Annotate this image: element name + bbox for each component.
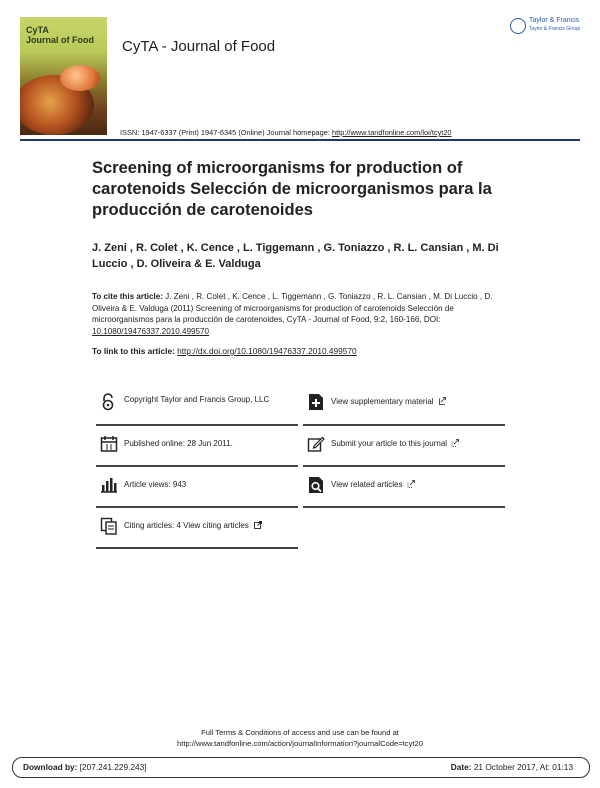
lock-icon xyxy=(100,393,116,411)
article-url-link[interactable]: http://dx.doi.org/10.1080/19476337.2010.499570 xyxy=(177,346,357,356)
citation-label: To cite this article: xyxy=(92,292,166,301)
external-link-icon xyxy=(438,397,446,405)
citing-text[interactable]: Citing articles: 4 View citing articles xyxy=(124,521,249,530)
submit-label[interactable] xyxy=(331,439,459,448)
plus-icon xyxy=(307,393,323,411)
download-by-value: [207.241.229.243] xyxy=(77,762,147,772)
terms-line: Full Terms & Conditions of access and use can be found at xyxy=(201,728,399,737)
article-title: Screening of microorganisms for production of carotenoids Selección de microorganismos para la producción de carotenoides xyxy=(92,159,492,219)
supplementary-label[interactable] xyxy=(331,397,446,406)
article-link-line xyxy=(92,346,357,356)
external-link-icon xyxy=(254,521,262,529)
header-divider xyxy=(20,139,580,141)
link-label: To link to this article: xyxy=(92,346,178,356)
views-label: Article views: 943 xyxy=(124,480,187,489)
views-item xyxy=(96,466,298,506)
copyright-item xyxy=(96,383,298,423)
pencil-icon xyxy=(307,435,323,453)
divider xyxy=(303,506,505,508)
divider xyxy=(96,547,298,549)
citing-icon xyxy=(100,517,116,535)
download-by-label: Download by: xyxy=(23,762,78,772)
terms-notice xyxy=(0,727,600,749)
published-item xyxy=(96,425,298,465)
cover-title-line1: CyTA xyxy=(26,25,49,35)
cover-food-item xyxy=(60,65,100,91)
citing-item[interactable] xyxy=(96,507,298,547)
citation-block xyxy=(92,291,512,337)
journal-homepage-link[interactable]: http://www.tandfonline.com/loi/tcyt20 xyxy=(332,128,452,137)
calendar-icon xyxy=(100,435,116,453)
article-authors: J. Zeni , R. Colet , K. Cence , L. Tiggemann , G. Toniazzo , R. L. Cansian , M. Di Luccio , D. Oliveira & E. Valduga xyxy=(92,242,499,270)
supplementary-text[interactable]: View supplementary material xyxy=(331,397,434,406)
external-link-icon xyxy=(407,480,415,488)
related-icon xyxy=(307,476,323,494)
published-label: Published online: 28 Jun 2011. xyxy=(124,439,233,448)
publisher-logo-subtext: Taylor & Francis Group xyxy=(529,26,581,32)
download-date xyxy=(451,762,573,772)
bar-chart-icon xyxy=(100,476,116,494)
citing-label[interactable] xyxy=(124,521,262,530)
submit-text[interactable]: Submit your article to this journal xyxy=(331,439,448,448)
copyright-label: Copyright Taylor and Francis Group, LLC xyxy=(124,395,270,404)
supplementary-item[interactable] xyxy=(303,383,505,423)
publisher-logo-icon xyxy=(510,18,526,34)
submit-item[interactable] xyxy=(303,425,505,465)
publisher-logo[interactable] xyxy=(510,16,582,36)
issn-line xyxy=(120,128,452,137)
terms-url-link[interactable]: http://www.tandfonline.com/action/journalInformation?journalCode=tcyt20 xyxy=(177,739,423,748)
cover-title xyxy=(26,25,104,45)
related-label[interactable] xyxy=(331,480,415,489)
citation-text: J. Zeni , R. Colet , K. Cence , L. Tiggemann , G. Toniazzo , R. L. Cansian , M. Di Luccio , D. Oliveira & E. Valduga (2011) Screening of microorganisms for production of carotenoids Selección de microorganismos para la producción de carotenoides, CyTA - Journal of Food, 9:2, 160-166, DOI: xyxy=(92,292,493,324)
download-date-label: Date: xyxy=(450,762,472,772)
download-info-bar xyxy=(12,757,590,778)
related-item[interactable] xyxy=(303,466,505,506)
doi-link[interactable]: 10.1080/19476337.2010.499570 xyxy=(92,326,210,336)
download-date-value: 21 October 2017, At: 01:13 xyxy=(471,762,573,772)
journal-name: CyTA - Journal of Food xyxy=(122,38,276,55)
issn-text: ISSN: 1947-6337 (Print) 1947-6345 (Online) Journal homepage: xyxy=(120,128,332,137)
journal-cover-image xyxy=(20,17,107,135)
cover-title-line2: Journal of Food xyxy=(26,35,94,45)
related-text[interactable]: View related articles xyxy=(331,480,403,489)
download-by xyxy=(23,762,147,772)
publisher-logo-text: Taylor & Francis xyxy=(529,17,580,24)
external-link-icon xyxy=(451,439,459,447)
